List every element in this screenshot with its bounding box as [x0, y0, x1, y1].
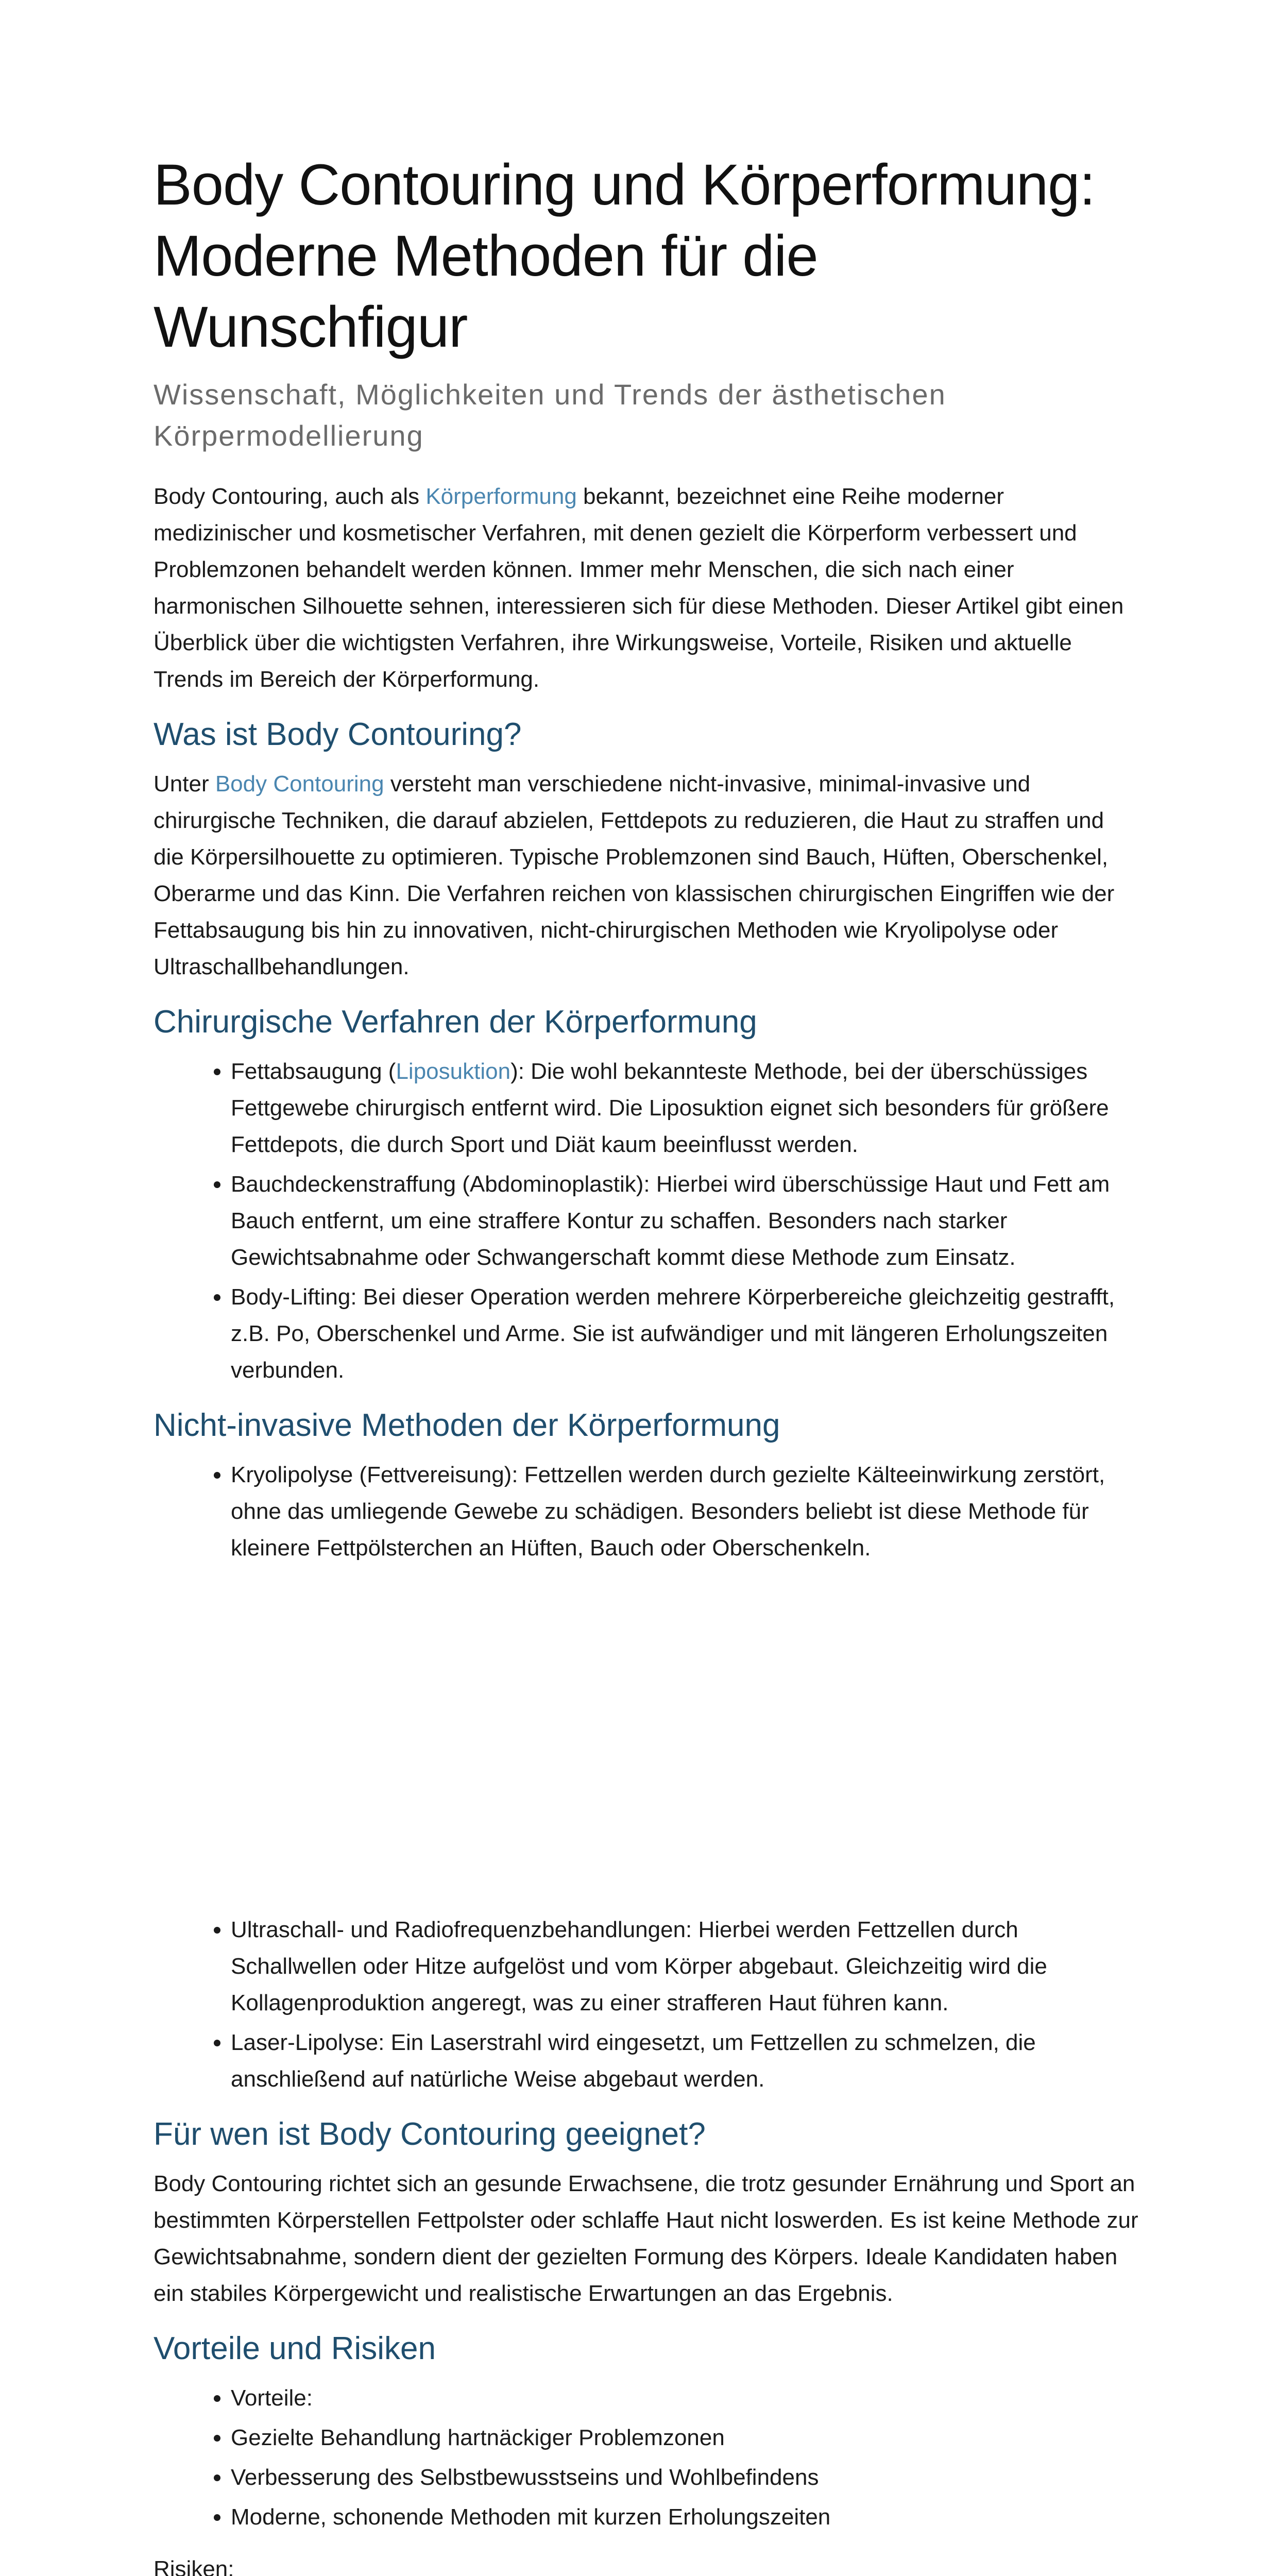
section-heading-was-ist: Was ist Body Contouring?: [154, 717, 522, 752]
section-heading-vorteile-risiken: Vorteile und Risiken: [154, 2331, 436, 2366]
list-item: • Ultraschall- und Radiofrequenzbehandlungen: Hierbei werden Fettzellen durch Schallwellen oder Hitze aufgelöst und vom Körper abgebaut. Gleichzeitig wird die Kollagenproduktion angeregt, was zu einer strafferen Haut führen kann.: [231, 1911, 1138, 2021]
list-item: • Vorteile:: [231, 2380, 1138, 2416]
noninvasive-list: [154, 1456, 1138, 1566]
list-item: • Verbesserung des Selbstbewusstseins und Wohlbefindens: [231, 2459, 1138, 2496]
section-heading-nicht-invasiv: Nicht-invasive Methoden der Körperformung: [154, 1408, 780, 1443]
advantages-list: [154, 2380, 1138, 2535]
body-contouring-link[interactable]: Body Contouring: [215, 771, 384, 796]
risks-label: Risiken:: [154, 2556, 234, 2576]
list-item: • Kryolipolyse (Fettvereisung): Fettzellen werden durch gezielte Kälteeinwirkung zerstört, ohne das umliegende Gewebe zu schädigen. Besonders beliebt ist diese Methode für kleinere Fettpölsterchen an Hüften, Bauch oder Oberschenkeln.: [231, 1456, 1138, 1566]
section-heading-fuer-wen: Für wen ist Body Contouring geeignet?: [154, 2116, 706, 2152]
liposuktion-link[interactable]: Liposuktion: [396, 1059, 511, 1084]
item-text-after: ): Die wohl bekannteste Methode, bei der überschüssiges Fettgewebe chirurgisch entfernt wird. Die Liposuktion eignet sich besonders für größere Fettdepots, die durch Sport und Diät kaum beeinflusst werden.: [231, 1059, 1109, 1157]
fuer-wen-paragraph: Body Contouring richtet sich an gesunde Erwachsene, die trotz gesunder Ernährung und Sport an bestimmten Körperstellen Fettpolster oder schlaffe Haut nicht loswerden. Es ist keine Methode zur Gewichtsabnahme, sondern dient der gezielten Formung des Körpers. Ideale Kandidaten haben ein stabiles Körpergewicht und realistische Erwartungen an das Ergebnis.: [154, 2171, 1138, 2306]
article: [154, 149, 1138, 2576]
was-ist-paragraph: [154, 766, 1138, 985]
page-title: Body Contouring und Körperformung: Moderne Methoden für die Wunschfigur: [154, 152, 1095, 359]
intro-text-after: bekannt, bezeichnet eine Reihe moderner medizinischer und kosmetischer Verfahren, mit denen gezielt die Körperform verbessert und Problemzonen behandelt werden können. Immer mehr Menschen, die sich nach einer harmonischen Silhouette sehnen, interessieren sich für diese Methoden. Dieser Artikel gibt einen Überblick über die wichtigsten Verfahren, ihre Wirkungsweise, Vorteile, Risiken und aktuelle Trends im Bereich der Körperformung.: [154, 484, 1124, 692]
intro-paragraph: [154, 478, 1138, 698]
list-item: • Laser-Lipolyse: Ein Laserstrahl wird eingesetzt, um Fettzellen zu schmelzen, die anschließend auf natürliche Weise abgebaut werden.: [231, 2024, 1138, 2097]
list-item: • Bauchdeckenstraffung (Abdominoplastik): Hierbei wird überschüssige Haut und Fett am Bauch entfernt, um eine straffere Kontur zu schaffen. Besonders nach starker Gewichtsabnahme oder Schwangerschaft kommt diese Methode zum Einsatz.: [231, 1166, 1138, 1276]
intro-text-before: Body Contouring, auch als: [154, 484, 426, 509]
list-item: • Moderne, schonende Methoden mit kurzen Erholungszeiten: [231, 2499, 1138, 2535]
was-ist-text-after: versteht man verschiedene nicht-invasive, minimal-invasive und chirurgische Techniken, die darauf abzielen, Fettdepots zu reduzieren, die Haut zu straffen und die Körpersilhouette zu optimieren. Typische Problemzonen sind Bauch, Hüften, Oberschenkel, Oberarme und das Kinn. Die Verfahren reichen von klassischen chirurgischen Eingriffen wie der Fettabsaugung bis hin zu innovativen, nicht-chirurgischen Methoden wie Kryolipolyse oder Ultraschallbehandlungen.: [154, 771, 1115, 979]
noninvasive-list-continued: [154, 1911, 1138, 2097]
list-item: [231, 1053, 1138, 1163]
item-text-before: Fettabsaugung (: [231, 1059, 396, 1084]
surgical-list: [154, 1053, 1138, 1388]
koerperformung-link[interactable]: Körperformung: [425, 484, 577, 509]
was-ist-text-before: Unter: [154, 771, 215, 796]
list-item: • Body-Lifting: Bei dieser Operation werden mehrere Körperbereiche gleichzeitig gestrafft, z.B. Po, Oberschenkel und Arme. Sie ist aufwändiger und mit längeren Erholungszeiten verbunden.: [231, 1279, 1138, 1388]
page-subtitle: Wissenschaft, Möglichkeiten und Trends der ästhetischen Körpermodellierung: [154, 378, 946, 452]
section-heading-chirurgisch: Chirurgische Verfahren der Körperformung: [154, 1004, 757, 1040]
blank-space: [154, 1582, 1138, 1911]
list-item: • Gezielte Behandlung hartnäckiger Problemzonen: [231, 2419, 1138, 2456]
